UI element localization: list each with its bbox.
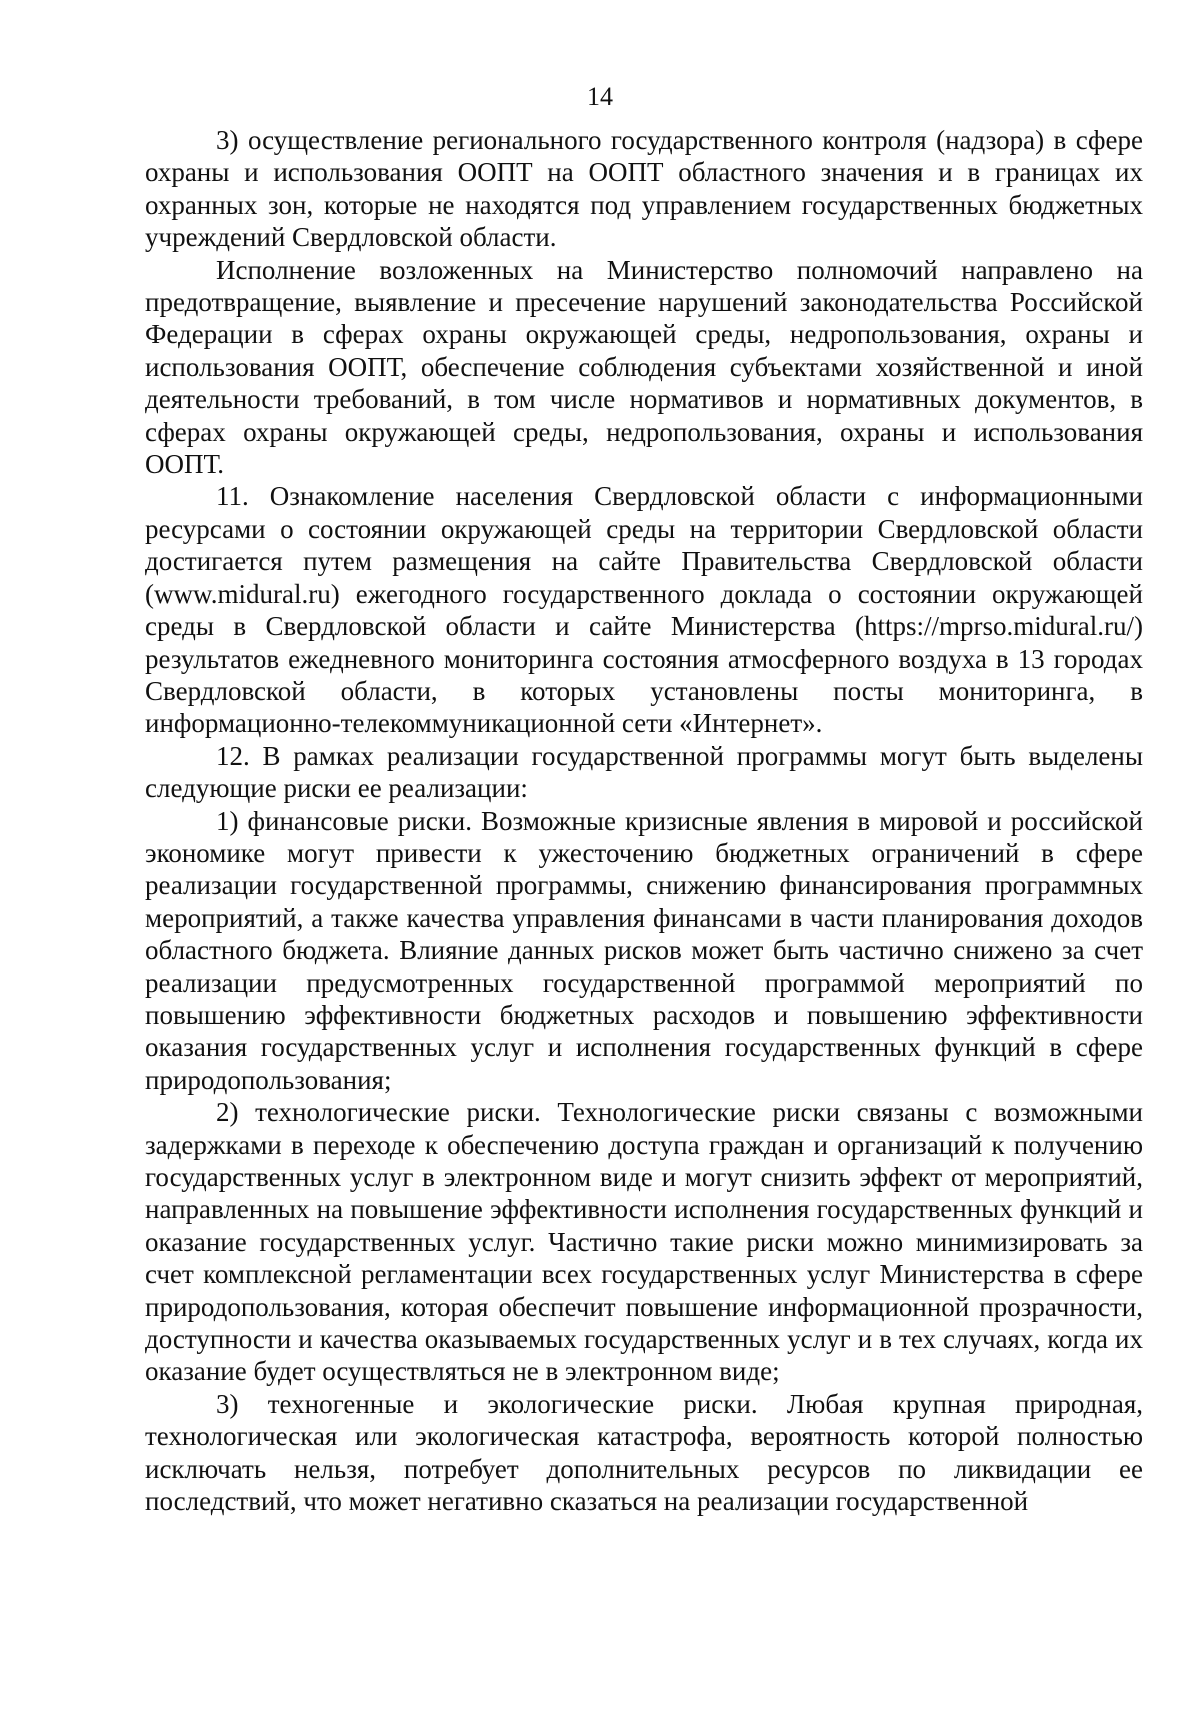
paragraph-technological-risks: 2) технологические риски. Технологические риски связаны с возможными задержками в переходе к обеспечению доступа граждан и организаций к получению государственных услуг в электронном виде и могут снизить эффект от мероприятий, направленных на повышение эффективности исполнения государственных функций и оказание государственных услуг. Частично такие риски можно минимизировать за счет комплексной регламентации всех государственных услуг Министерства в сфере природопользования, которая обеспечит повышение информационной прозрачности, доступности и качества оказываемых государственных услуг и в тех случаях, когда их оказание будет осуществляться не в электронном виде; — [145, 1097, 1143, 1387]
paragraph-technogenic-risks: 3) техногенные и экологические риски. Любая крупная природная, технологическая или экологическая катастрофа, вероятность которой полностью исключать нельзя, потребует дополнительных ресурсов по ликвидации ее последствий, что может негативно сказаться на реализации государственной — [145, 1388, 1143, 1517]
page-number: 14 — [587, 82, 613, 111]
paragraph-ministry-powers: Исполнение возложенных на Министерство полномочий направлено на предотвращение, выявление и пресечение нарушений законодательства Российской Федерации в сферах охраны окружающей среды, недропользования, охраны и использования ООПТ, обеспечение соблюдения субъектами хозяйственной и иной деятельности требований, в том числе нормативов и нормативных документов, в сферах охраны окружающей среды, недропользования, охраны и использования ООПТ. — [145, 254, 1143, 480]
paragraph-regional-control: 3) осуществление регионального государственного контроля (надзора) в сфере охраны и использования ООПТ на ООПТ областного значения и в границах их охранных зон, которые не находятся под управлением государственных бюджетных учреждений Свердловской области. — [145, 125, 1143, 253]
document-body — [145, 124, 1143, 1517]
paragraph-12-risks: 12. В рамках реализации государственной программы могут быть выделены следующие риски ее реализации: — [145, 740, 1143, 804]
paragraph-financial-risks: 1) финансовые риски. Возможные кризисные явления в мировой и российской экономике могут привести к ужесточению бюджетных ограничений в сфере реализации государственной программы, снижению финансирования программных мероприятий, а также качества управления финансами в части планирования доходов областного бюджета. Влияние данных рисков может быть частично снижено за счет реализации предусмотренных государственной программой мероприятий по повышению эффективности бюджетных расходов и повышению эффективности оказания государственных услуг и исполнения государственных функций в сфере природопользования; — [145, 805, 1143, 1095]
paragraph-11-information-resources: 11. Ознакомление населения Свердловской области с информационными ресурсами о состоянии окружающей среды на территории Свердловской области достигается путем размещения на сайте Правительства Свердловской области (www.midural.ru) ежегодного государственного доклада о состоянии окружающей среды в Свердловской области и сайте Министерства (https://mprso.midural.ru/) результатов ежедневного мониторинга состояния атмосферного воздуха в 13 городах Свердловской области, в которых установлены посты мониторинга, в информационно-телекоммуникационной сети «Интернет». — [145, 481, 1143, 739]
